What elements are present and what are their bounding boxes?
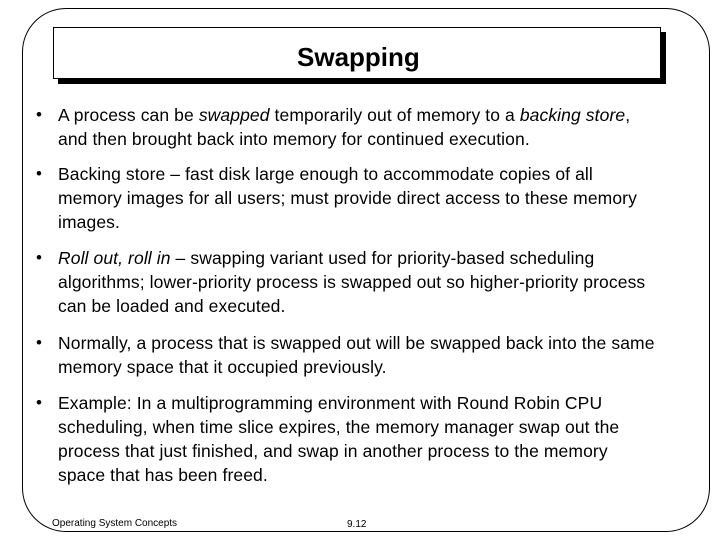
bullet-text-segment: – swapping variant used for priority-based scheduling algorithms; lower-priority process is swapped out so higher-priority process can be loaded and executed. xyxy=(58,248,646,316)
bullet-dot-icon: • xyxy=(36,164,42,183)
footer-page-number: 9.12 xyxy=(347,519,367,530)
bullet-item-example xyxy=(36,391,656,487)
footer-course-title: Operating System Concepts xyxy=(52,518,178,529)
bullet-item-backing-store xyxy=(36,162,656,234)
bullet-text xyxy=(58,246,656,318)
bullet-text-segment: temporarily out of memory to a xyxy=(269,105,520,125)
bullet-dot-icon: • xyxy=(36,333,42,352)
slide-title: Swapping xyxy=(297,42,420,72)
bullet-text xyxy=(58,331,656,379)
bullet-text xyxy=(58,391,656,487)
emphasized-term: Roll out, roll in xyxy=(58,248,171,268)
bullet-dot-icon: • xyxy=(36,248,42,267)
bullet-text-segment: , and then brought back into memory for continued execution. xyxy=(58,105,631,149)
bullet-text xyxy=(58,162,656,234)
bullet-item-swap-back xyxy=(36,331,656,379)
emphasized-term: swapped xyxy=(198,105,270,125)
bullet-text-segment: Example: In a multiprogramming environment with Round Robin CPU scheduling, when time slice expires, the memory manager swap out the process that just finished, and swap in another process to the memory space that has been freed. xyxy=(58,393,620,485)
bullet-text-segment: Normally, a process that is swapped out will be swapped back into the same memory space that it occupied previously. xyxy=(58,333,655,377)
bullet-text-segment: A process can be xyxy=(58,105,199,125)
bullet-item-swapping-definition xyxy=(36,103,656,151)
bullet-dot-icon: • xyxy=(36,105,42,124)
bullet-dot-icon: • xyxy=(36,393,42,412)
bullet-text xyxy=(58,103,656,151)
emphasized-term: backing store xyxy=(519,105,626,125)
bullet-item-roll-out-roll-in xyxy=(36,246,656,318)
bullet-text-segment: Backing store – fast disk large enough to accommodate copies of all memory images for all users; must provide direct access to these memory images. xyxy=(58,164,637,232)
